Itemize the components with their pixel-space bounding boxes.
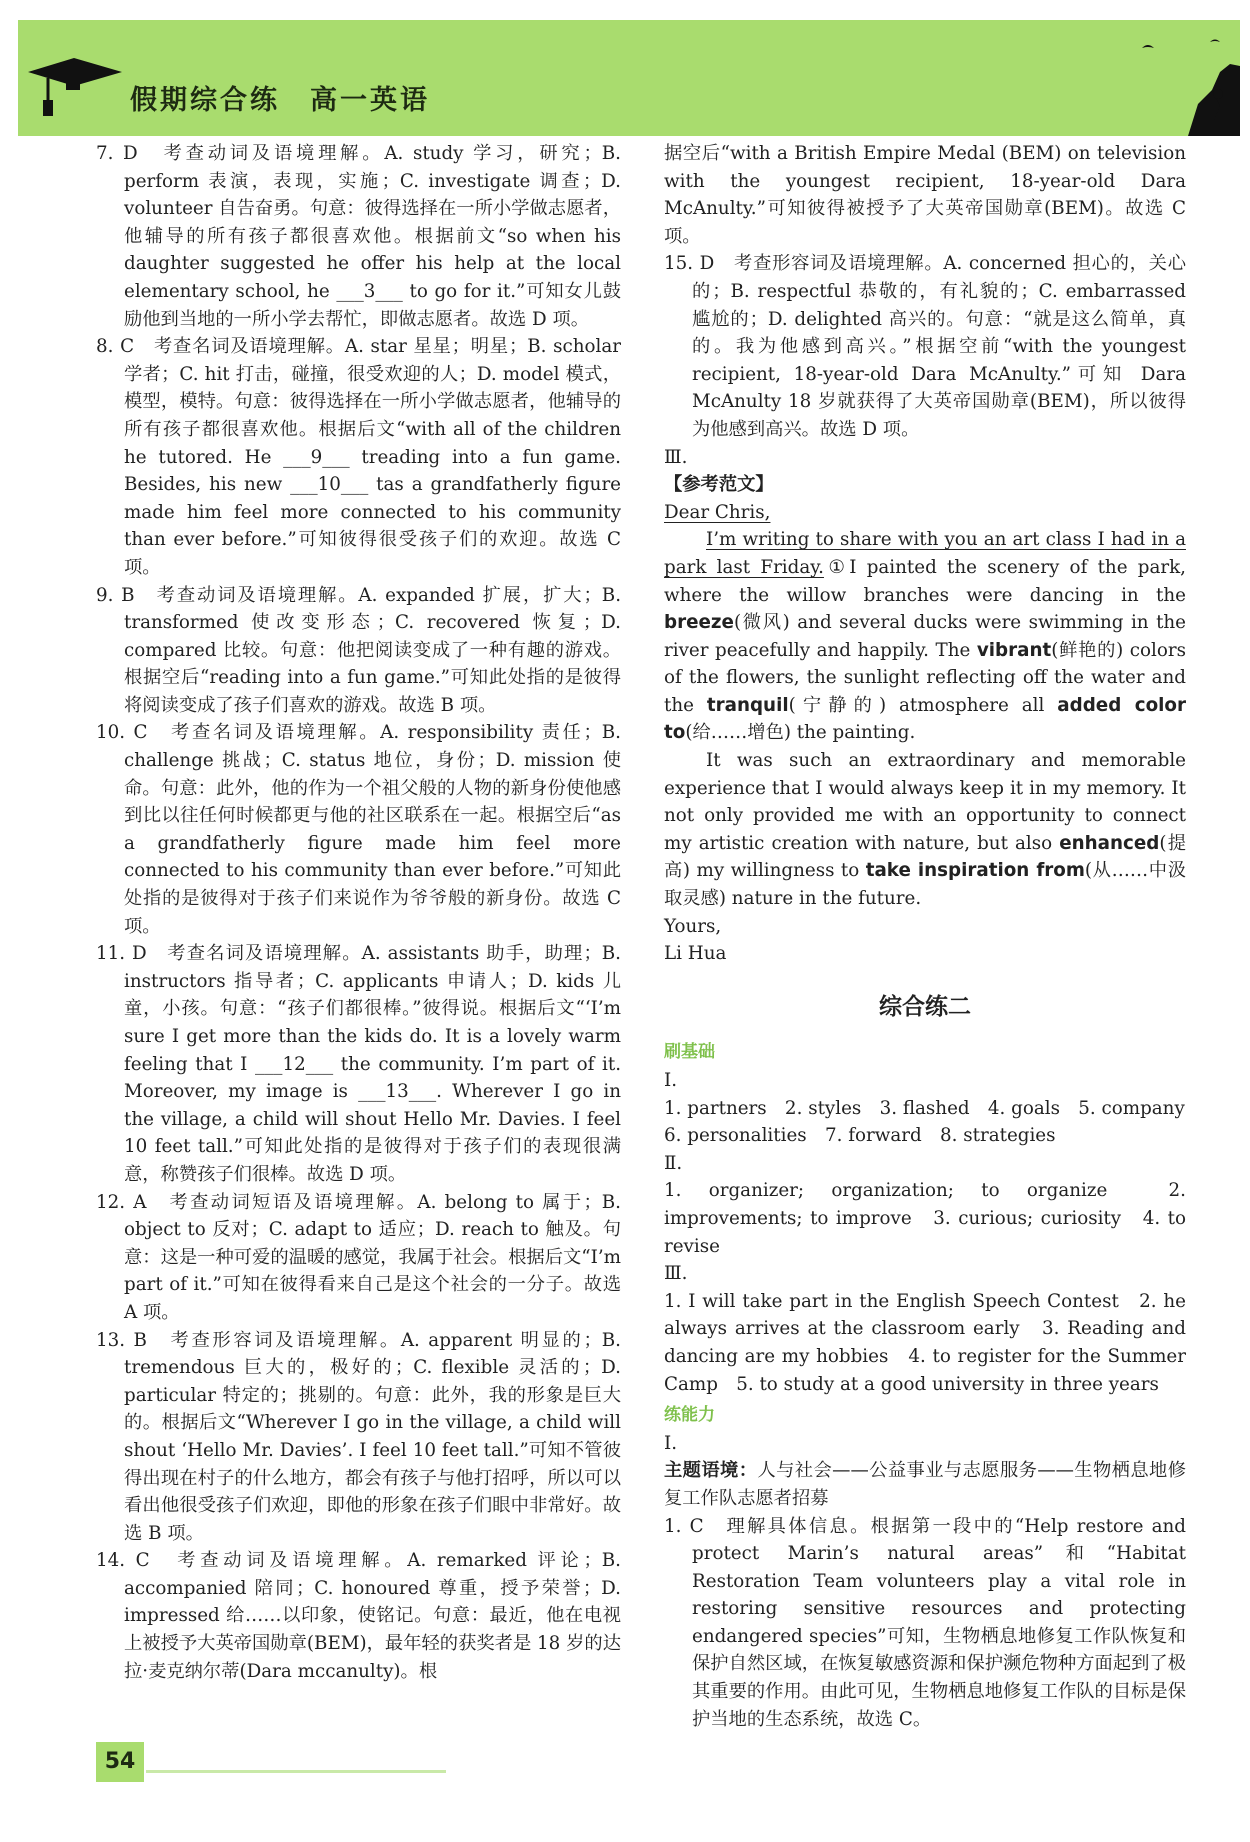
- essay-text: nature in the future.: [725, 888, 922, 910]
- keyword-enhanced: enhanced: [1059, 832, 1160, 854]
- part-iii-answers: 1. I will take part in the English Speech Contest 2. he always arrives at the classroom early 3. Reading and dancing are my hobbies 4. to register for the Summer Camp 5. to study at a good university in three years: [664, 1290, 1186, 1395]
- part-i-line-1: 1. partners 2. styles 3. flashed 4. goals 5. company: [664, 1097, 1185, 1119]
- answer-13: 13. B 考查形容词及语境理解。A. apparent 明显的；B. tremendous 巨大的，极好的；C. flexible 灵活的；D. particular 特定的；挑剔的。句意：此外，我的形象是巨大的。根据后文“Wherever I go in the village, a child will shout ‘Hello Mr. Davies’. I feel 10 feet tall.”可知不管彼得出现在村子的什么地方，都会有孩子与他打招呼，所以可以看出他很受孩子们欢迎，即他的形象在孩子们眼中非常好。故选 B 项。: [96, 1329, 621, 1544]
- gloss-enhanced: (提高): [664, 832, 1187, 882]
- answer-7: 7. D 考查动词及语境理解。A. study 学习，研究；B. perform 表演，表现，实施；C. investigate 调查；D. volunteer 自告奋勇。句意：彼得选择在一所小学做志愿者，他辅导的所有孩子都很喜欢他。根据前文“so when his daughter suggested he offer his help at the local elementary school, he ___3___ to go for it.”可知女儿鼓励他到当地的一所小学去帮忙，即做志愿者。故选 D 项。: [96, 143, 621, 330]
- answer-11: 11. D 考查名词及语境理解。A. assistants 助手，助理；B. instructors 指导者；C. applicants 申请人；D. kids 儿童，小孩。句意：“孩子们都很棒。”彼得说。根据后文“‘I’m sure I get more than the kids do. It is a lovely warm feeling that I ___12___ the community. I’m part of it. Moreover, my image is ___13___. Wherever I go in the village, a child will shout Hello Mr. Davies. I feel 10 feet tall.”可知此处指的是彼得对于孩子们的表现很满意，称赞孩子们很棒。故选 D 项。: [96, 943, 621, 1185]
- tag-basics: 刷基础: [664, 1042, 715, 1063]
- gloss-added-color: (给……增色): [685, 722, 791, 744]
- part-ii-answers: 1. organizer; organization; to organize 2. improvements; to improve 3. curious; curiosity 4. to revise: [664, 1180, 1186, 1257]
- ability-answer-1: 1. C 理解具体信息。根据第一段中的“Help restore and protect Marin’s natural areas”和“Habitat Restoration Team volunteers play a vital role in restoring sensitive resources and protecting endangered species”可知，生物栖息地修复工作队恢复和保护自然区域，在恢复敏感资源和保护濒危物种方面起到了极其重要的作用。由此可见，生物栖息地修复工作队的目标是保护当地的生态系统，故选 C。: [664, 1515, 1186, 1730]
- essay-closing: Yours,: [664, 915, 722, 937]
- gloss-tranquil: (宁静的): [788, 694, 887, 716]
- theme-context: [664, 1457, 1186, 1512]
- essay-text: I painted the scenery of the park, where the willow branches were dancing in the: [664, 556, 1186, 606]
- essay-text: my willingness to: [690, 860, 866, 882]
- essay-mark: ①: [823, 556, 850, 578]
- essay-paragraph-1: [664, 526, 1186, 747]
- keyword-added-color: added color to: [664, 694, 1186, 744]
- essay-text: It was such an extraordinary and memorable experience that I would always keep it in my memory. It not only provided me with an opportunity to connect my artistic creation with nature, but also: [664, 750, 1186, 854]
- title-right: 高一英语: [310, 85, 430, 116]
- answer-14-continued: 据空后“with a British Empire Medal (BEM) on television with the youngest recipient, 18-year-old Dara McAnulty.”可知彼得被授予了大英帝国勋章(BEM)。故选 C 项。: [664, 143, 1186, 247]
- essay-greeting: Dear Chris,: [664, 501, 771, 523]
- essay-text: colors of the flowers, the sunlight reflecting off the water and the: [664, 639, 1186, 716]
- section-title: 综合练二: [879, 993, 971, 1020]
- tag-ability: 练能力: [664, 1405, 715, 1426]
- essay-signature: Li Hua: [664, 943, 727, 965]
- page-header: [18, 20, 1240, 136]
- keyword-take-inspiration: take inspiration from: [865, 860, 1085, 882]
- reference-essay-title: 【参考范文】: [664, 474, 774, 496]
- gloss-take-inspiration: (从……中汲取灵感): [664, 860, 1186, 910]
- graduation-cap-icon: [26, 50, 126, 122]
- essay-topic-sentence: I’m writing to share with you an art class I had in a park last Friday.: [664, 529, 1186, 578]
- climber-silhouette-icon: [1070, 20, 1240, 136]
- title-left: 假期综合练: [130, 85, 280, 116]
- answer-15: 15. D 考查形容词及语境理解。A. concerned 担心的，关心的；B. respectful 恭敬的，有礼貌的；C. embarrassed 尴尬的；D. delighted 高兴的。句意：“就是这么简单，真的。我为他感到高兴。”根据空前“with the youngest recipient, 18-year-old Dara McAnulty.”可知 Dara McAnulty 18 岁就获得了大英帝国勋章(BEM)，所以彼得为他感到高兴。故选 D 项。: [664, 253, 1186, 440]
- keyword-breeze: breeze: [664, 612, 734, 634]
- theme-text: 人与社会——公益事业与志愿服务——生物栖息地修复工作队志愿者招募: [664, 1460, 1187, 1509]
- keyword-vibrant: vibrant: [976, 639, 1052, 661]
- gloss-vibrant: (鲜艳的): [1051, 639, 1124, 661]
- section-iii-label: Ⅲ.: [664, 446, 688, 468]
- reference-essay: [664, 499, 1186, 968]
- answer-10: 10. C 考查名词及语境理解。A. responsibility 责任；B. challenge 挑战；C. status 地位，身份；D. mission 使命。句意：此外，他的作为一个祖父般的人物的新身份使他感到比以往任何时候都更与他的社区联系在一起。根据空后“as a grandfatherly figure made him feel more connected to his community than ever before.”可知此处指的是彼得对于孩子们来说作为爷爷般的新身份。故选 C 项。: [96, 722, 621, 937]
- essay-text: atmosphere all: [886, 694, 1058, 716]
- footer-line: [146, 1770, 446, 1773]
- answer-12: 12. A 考查动词短语及语境理解。A. belong to 属于；B. object to 反对；C. adapt to 适应；D. reach to 触及。句意：这是一种可爱的温暖的感觉，我属于社会。根据后文“I’m part of it.”可知在彼得看来自己是这个社会的一分子。故选 A 项。: [96, 1191, 621, 1323]
- header-title: [130, 78, 430, 117]
- keyword-tranquil: tranquil: [706, 694, 789, 716]
- essay-text: the painting.: [790, 722, 916, 744]
- essay-text: and several ducks were swimming in the river peacefully and happily. The: [664, 612, 1187, 661]
- part-ii-label: Ⅱ.: [664, 1152, 683, 1174]
- theme-label: 主题语境：: [664, 1460, 758, 1482]
- answer-9: 9. B 考查动词及语境理解。A. expanded 扩展，扩大；B. transformed 使改变形态；C. recovered 恢复；D. compared 比较。句意：他把阅读变成了一种有趣的游戏。根据空后“reading into a fun game.”可知此处指的是彼得将阅读变成了孩子们喜欢的游戏。故选 B 项。: [96, 584, 621, 716]
- answer-14: 14. C 考查动词及语境理解。A. remarked 评论；B. accompanied 陪同；C. honoured 尊重，授予荣誉；D. impressed 给……以印象，使铭记。句意：最近，他在电视上被授予大英帝国勋章(BEM)，最年轻的获奖者是 18 岁的达拉·麦克纳尔蒂(Dara mccanulty)。根: [96, 1550, 621, 1682]
- right-column: [664, 140, 1186, 1733]
- part-i-label: Ⅰ.: [664, 1070, 678, 1091]
- part-iii-label: Ⅲ.: [664, 1263, 688, 1285]
- part-i-line-2: 6. personalities 7. forward 8. strategies: [664, 1125, 1056, 1147]
- gloss-breeze: (微风): [733, 612, 790, 634]
- answer-8: 8. C 考查名词及语境理解。A. star 星星；明星；B. scholar 学者；C. hit 打击，碰撞，很受欢迎的人；D. model 模式，模型，模特。句意：彼得选择在一所小学做志愿者，他辅导的所有孩子都很喜欢他。根据后文“with all of the children he tutored. He ___9___ treading into a fun game. Besides, his new ___10___ tas a grandfatherly figure made him feel more connected to his community than ever before.”可知彼得很受孩子们的欢迎。故选 C 项。: [96, 336, 621, 578]
- page-number: 54: [96, 1742, 144, 1782]
- ability-part-i-label: Ⅰ.: [664, 1432, 678, 1454]
- essay-paragraph-2: [664, 747, 1186, 913]
- left-column: [96, 140, 621, 1685]
